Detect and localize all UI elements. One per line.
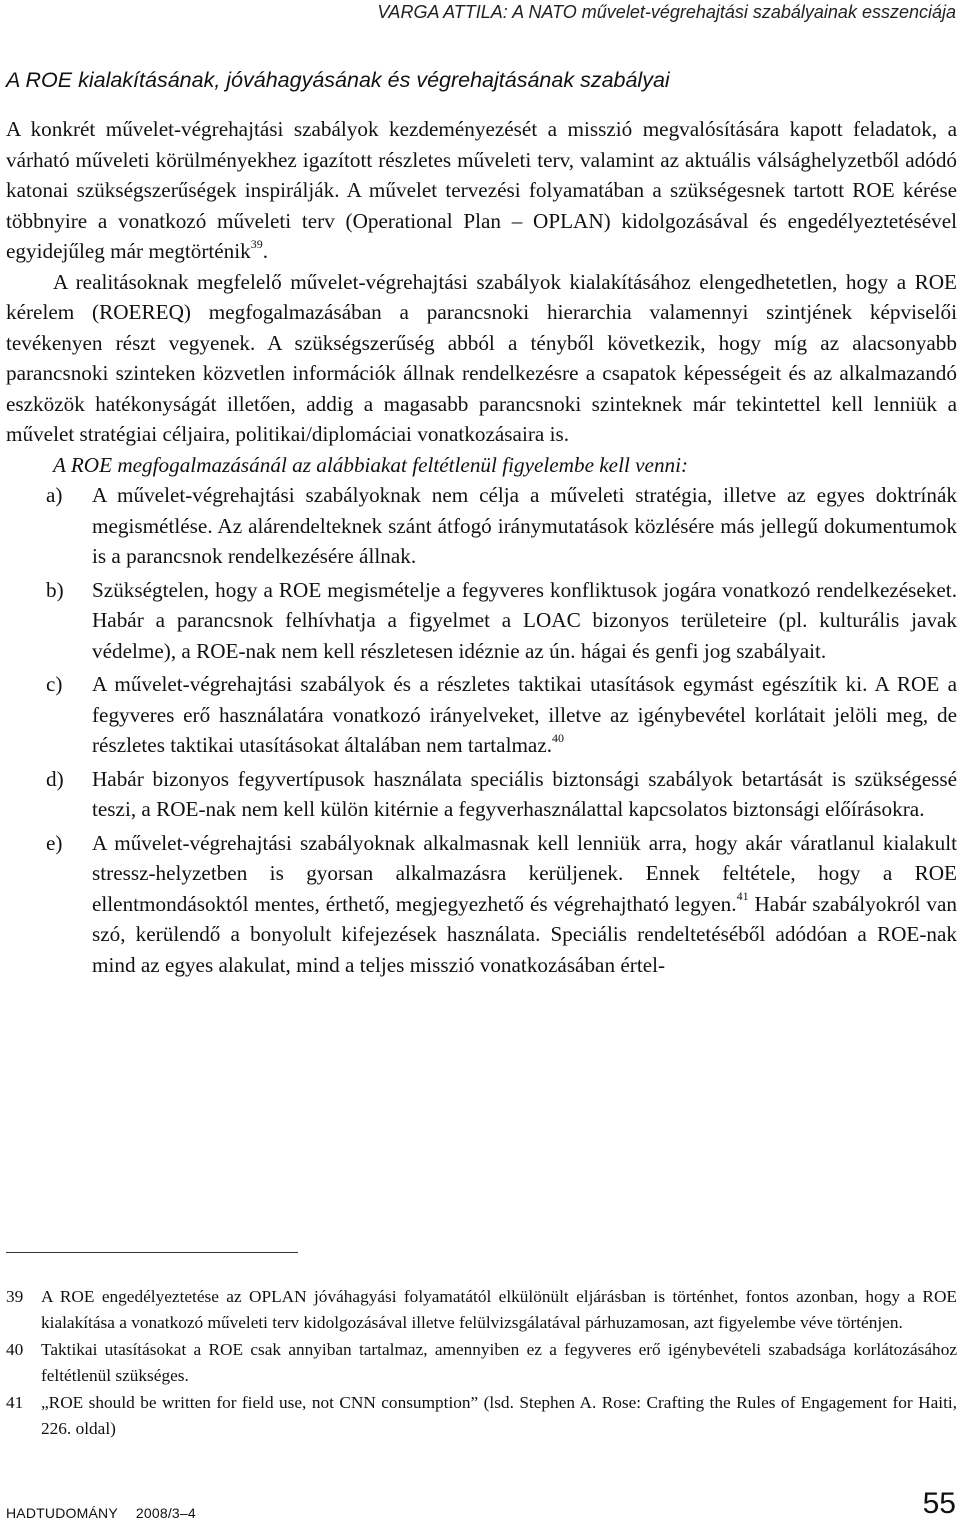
list-marker: d) [46, 766, 64, 791]
footnote-text: Taktikai utasításokat a ROE csak annyiban tartalmaz, amennyiben ez a fegyveres erő igénybevételi szabadsága korlátozásához feltétlenül szükséges. [41, 1340, 957, 1385]
list-item [6, 764, 957, 825]
footnote-text: „ROE should be written for field use, not CNN consumption” (lsd. Stephen A. Rose: Crafting the Rules of Engagement for Haiti, 226. oldal) [41, 1393, 957, 1438]
list-item-text [92, 764, 957, 825]
requirements-list [6, 480, 957, 980]
footnote-number: 40 [6, 1340, 24, 1359]
list-marker: b) [46, 577, 64, 602]
journal-name: HADTUDOMÁNY [6, 1505, 118, 1521]
list-marker: e) [46, 830, 63, 855]
list-item-body: Szükségtelen, hogy a ROE megismételje a fegyveres konfliktusok jogára vonatkozó rendelkezéseket. Habár a parancsnok felhívhatja a figyelmet a LOAC bizonyos területeire (pl. kulturális javak védelme), a ROE-nak nem kell részletesen idéznie az ún. hágai és genfi jog szabályait. [92, 577, 957, 663]
footnote-ref-40[interactable]: 40 [552, 730, 565, 745]
list-item-body: A művelet-végrehajtási szabályoknak nem célja a műveleti stratégia, illetve az egyes doktrínák megismétlése. Az alárendelteknek szánt átfogó iránymutatások közlésére más jellegű dokumentumok is a parancsnok rendelkezésére állnak. [92, 483, 957, 568]
list-item-text [92, 575, 957, 667]
list-item [6, 669, 957, 761]
footnote-ref-39[interactable]: 39 [250, 236, 263, 251]
body-text [6, 114, 957, 983]
list-item-text [92, 669, 957, 761]
footnote-number: 39 [6, 1287, 24, 1306]
page-number: 55 [922, 1487, 956, 1520]
paragraph-1 [6, 114, 957, 267]
list-marker: c) [46, 672, 63, 696]
list-marker: a) [46, 483, 63, 507]
section-title: A ROE kialakításának, jóváhagyásának és végrehajtásának szabályai [6, 68, 670, 92]
footnote-number: 41 [6, 1393, 24, 1412]
list-item-body: Habár bizonyos fegyvertípusok használata speciális biztonsági szabályok betartását is szükségessé teszi, a ROE-nak nem kell külön kitérnie a fegyverhasználattal kapcsolatos biztonsági előírásokra. [92, 766, 957, 821]
paragraph-2: A realitásoknak megfelelő művelet-végrehajtási szabályok kialakításához elengedhetetlen, hogy a ROE kérelem (ROEREQ) megfogalmazásában a parancsnoki hierarchia valamennyi szintjének képviselői tevékenyen részt vegyenek. A szükségszerűség abból a tényből következik, hogy míg az alacsonyabb parancsnoki szinteken közvetlen információk állnak rendelkezésre a csapatok képességeit és az alkalmazandó eszközök hatékonyságát illetően, addig a magasabb parancsnoki szinteknek már tekintettel kell lenniük a művelet stratégiai céljaira, politikai/diplomáciai vonatkozásaira is. [6, 269, 957, 446]
list-item-continuation: Habár szabályokról van szó, kerülendő a bonyolult kifejezések használata. Speciális rendeltetéséből adódóan a ROE-nak mind az egyes alakulat, mind a teljes misszió vonatkozásában értel- [92, 891, 957, 977]
running-header: VARGA ATTILA: A NATO művelet-végrehajtási szabályainak esszenciája [377, 2, 956, 22]
footnote-text: A ROE engedélyeztetése az OPLAN jóváhagyási folyamatától elkülönült eljárásban is történhet, fontos azonban, hogy a ROE kialakítása a vonatkozó műveleti terv kidolgozásával illetve felülvizsgálatával párhuzamosan, azt figyelembe véve történjen. [41, 1287, 957, 1332]
list-item-text [92, 828, 957, 981]
paragraph-1-text: A konkrét művelet-végrehajtási szabályok kezdeményezését a misszió megvalósítására kapott feladatok, a várható műveleti körülményekhez igazított részletes műveleti terv, valamint az aktuális válsághelyzetből adódó katonai szükségszerűségek inspirálják. A művelet tervezési folyamatában a szükségesnek tartott ROE kérése többnyire a vonatkozó műveleti terv (Operational Plan – OPLAN) kidolgozásával és engedélyeztetésével egyidejűleg már megtörténik [6, 117, 957, 263]
footnote-40 [6, 1337, 957, 1388]
list-item [6, 575, 957, 667]
footnotes [6, 1284, 957, 1443]
page-footer [6, 1505, 214, 1521]
footnote-41 [6, 1390, 957, 1441]
list-item [6, 828, 957, 981]
issue-number: 2008/3–4 [135, 1505, 196, 1521]
list-item [6, 480, 957, 572]
list-item-body: A művelet-végrehajtási szabályok és a részletes taktikai utasítások egymást egészítik ki. A ROE a fegyveres erő használatára vonatkozó irányelveket, illetve az igénybevétel korlátait jelöli meg, de részletes taktikai utasításokat általában nem tartalmaz. [92, 672, 957, 757]
list-item-body: A művelet-végrehajtási szabályoknak alkalmasnak kell lenniük arra, hogy akár váratlanul kialakult stressz-helyzetben is gyorsan alkalmazásra kerüljenek. Ennek feltétele, hogy a ROE ellentmondásoktól mentes, érthető, megjegyezhető és végrehajtható legyen. [92, 830, 957, 916]
footnote-39 [6, 1284, 957, 1335]
list-lead: A ROE megfogalmazásánál az alábbiakat feltétlenül figyelembe kell venni: [53, 452, 689, 477]
footnote-divider [6, 1252, 298, 1253]
paragraph-1-end: . [262, 239, 269, 263]
list-item-text [92, 480, 957, 572]
footnote-ref-41[interactable]: 41 [736, 889, 749, 904]
